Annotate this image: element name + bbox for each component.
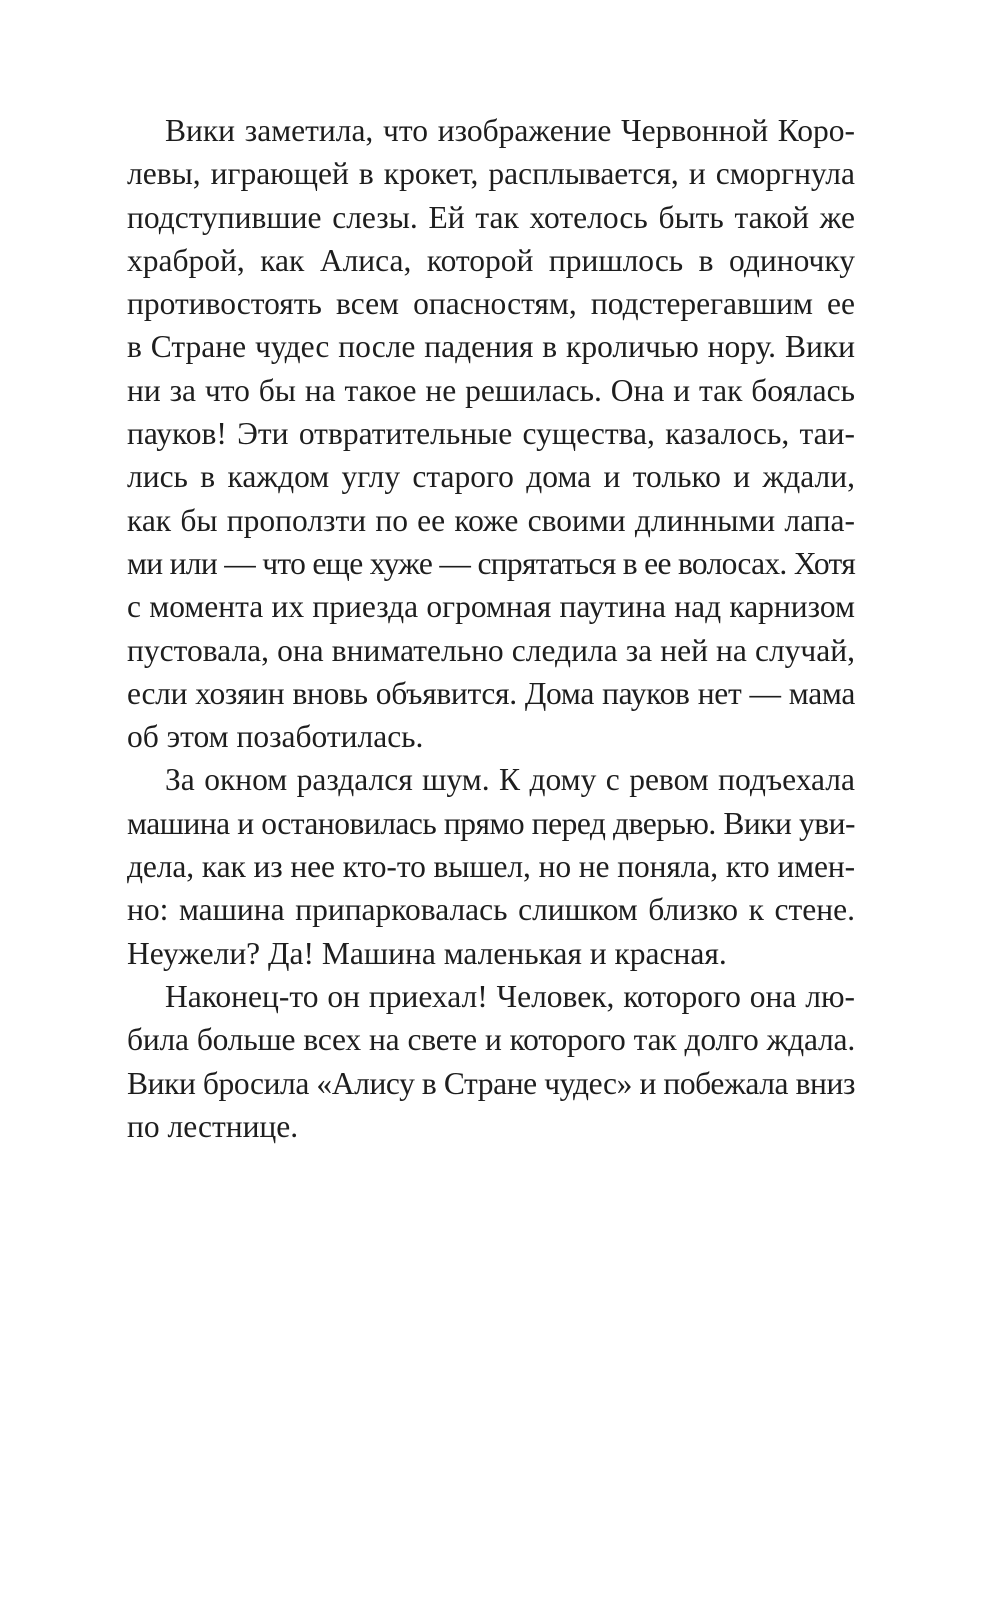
paragraph	[127, 975, 855, 1148]
text-line: пауков! Эти отвратительные существа, казалось, таи-	[127, 416, 855, 452]
text-line: противостоять всем опасностям, подстерегавшим ее	[127, 286, 855, 322]
paragraph	[127, 758, 855, 974]
text-line: машина и остановилась прямо перед дверью. Вики уви-	[127, 805, 855, 841]
text-line: ми или — что еще хуже — спрятаться в ее волосах. Хотя	[127, 545, 855, 581]
text-line: об этом позаботилась.	[127, 719, 424, 755]
text-line: если хозяин вновь объявится. Дома пауков нет — мама	[127, 675, 855, 711]
text-line: Вики бросила «Алису в Стране чудес» и побежала вниз	[127, 1065, 856, 1101]
text-line: по лестнице.	[127, 1108, 299, 1144]
text-line: дела, как из нее кто-то вышел, но не поняла, кто имен-	[127, 849, 855, 885]
text-line: с момента их приезда огромная паутина над карнизом	[127, 589, 855, 625]
text-line: Наконец-то он приехал! Человек, которого она лю-	[165, 978, 855, 1014]
body-text	[127, 109, 855, 1148]
text-line: Неужели? Да! Машина маленькая и красная.	[127, 935, 727, 971]
text-line: била больше всех на свете и которого так долго ждала.	[127, 1022, 855, 1058]
text-line: в Стране чудес после падения в кроличью нору. Вики	[127, 329, 855, 365]
text-line: лись в каждом углу старого дома и только и ждали,	[127, 459, 855, 495]
text-line: За окном раздался шум. К дому с ревом подъехала	[165, 762, 855, 798]
text-line: подступившие слезы. Ей так хотелось быть такой же	[127, 199, 855, 235]
text-line: но: машина припарковалась слишком близко к стене.	[127, 892, 855, 928]
text-line: как бы проползти по ее коже своими длинными лапа-	[127, 502, 855, 538]
paragraph	[127, 109, 855, 758]
text-line: Вики заметила, что изображение Червонной Коро-	[165, 113, 855, 148]
text-line: пустовала, она внимательно следила за ней на случай,	[127, 632, 855, 668]
text-line: храброй, как Алиса, которой пришлось в одиночку	[127, 242, 855, 278]
text-line: левы, играющей в крокет, расплывается, и сморгнула	[127, 156, 855, 192]
text-line: ни за что бы на такое не решилась. Она и так боялась	[127, 372, 855, 408]
